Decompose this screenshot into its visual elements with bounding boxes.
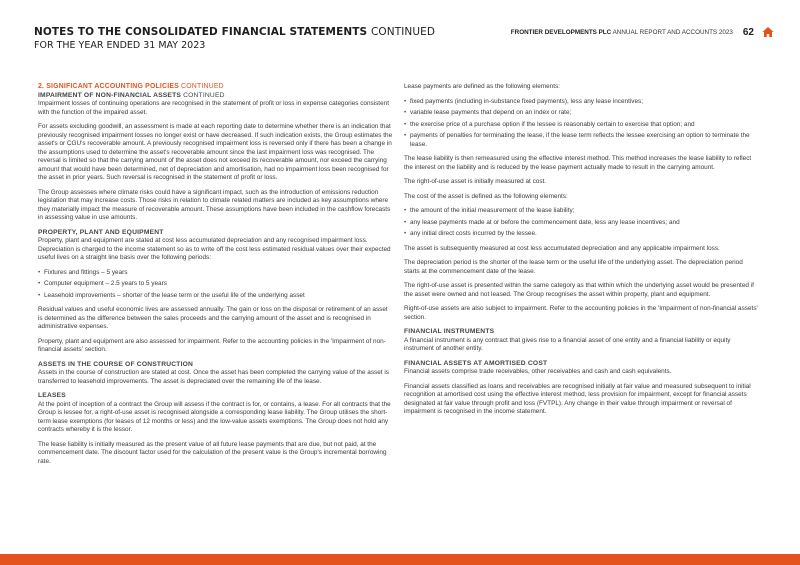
paragraph: A financial instrument is any contract that gives rise to a financial asset of one entity and a financial liability or equity instrument of another entity. bbox=[404, 336, 731, 352]
paragraph: Assets in the course of construction are stated at cost. Once the asset has been completed the carrying value of the asset is transferred to leasehold improvements. The asset is depreciated over the remaining life of the lease. bbox=[38, 369, 389, 385]
paragraph: The right-of-use asset is presented within the same category as that within which the underlying asset would be presented if the asset were owned and not leased. The Group recognises the asset within property, plant and equipment. bbox=[404, 282, 754, 298]
construction-heading: ASSETS IN THE COURSE OF CONSTRUCTION bbox=[38, 360, 194, 368]
page-title: NOTES TO THE CONSOLIDATED FINANCIAL STATEMENTS CONTINUED bbox=[34, 26, 436, 38]
paragraph: The depreciation period is the shorter of the lease term or the useful life of the underlying asset. The depreciation period starts at the commencement date of the lease. bbox=[404, 259, 743, 275]
report-info bbox=[511, 26, 774, 38]
title-continued: CONTINUED bbox=[370, 26, 436, 38]
paragraph: The lease liability is then remeasured using the effective interest method. This method increases the lease liability to reflect the interest on the liability and is reduced by the lease payment actually made to result in the carrying amount. bbox=[404, 155, 752, 171]
paragraph: At the point of inception of a contract the Group will assess if the contract is for, or contains, a lease. For all contracts that the Group is lessee for, a right-of-use asset is recognised alongside a corresponding lease liability. The Group utilises the short-term lease exemptions (for leases of 12 months or less) and the low-value assets exemptions. The Group does not hold any contracts whereby it is the lessor. bbox=[38, 400, 391, 433]
list-item: • variable lease payments that depend on an index or rate; bbox=[404, 109, 760, 118]
financial-assets-heading: FINANCIAL ASSETS AT AMORTISED COST bbox=[404, 359, 548, 367]
list-item: • any lease payments made at or before the commencement date, less any lease incentives; and bbox=[404, 219, 760, 228]
paragraph: For assets excluding goodwill, an assessment is made at each reporting date to determine whether there is an indication that previously recognised impairment losses no longer exist or have decreased. If such indication exists, the Group estimates the asset's or CGU's recoverable amount. A previously recognised impairment loss is reversed only if there has been a change in the assumptions used to determine the asset's recoverable amount since the last impairment loss was recognised. The reversal is limited so that the carrying amount of the asset does not exceed its recoverable amount, nor exceed the carrying amount that would have been determined, net of depreciation and amortisation, had no impairment loss been recognised for the asset in prior years. Such reversal is recognised in the statement of profit or loss. bbox=[38, 123, 393, 181]
paragraph: Residual values and useful economic lives are assessed annually. The gain or loss on the disposal or retirement of an asset is determined as the difference between the sales proceeds and the carrying amount of the asset and is recognised in administrative expenses. bbox=[38, 306, 388, 330]
report-label: ANNUAL REPORT AND ACCOUNTS 2023 bbox=[612, 28, 733, 36]
right-column bbox=[404, 83, 760, 423]
company-name: FRONTIER DEVELOPMENTS PLC bbox=[510, 28, 612, 36]
ppe-list bbox=[38, 269, 393, 301]
section-title: 2. SIGNIFICANT ACCOUNTING POLICIES CONTINUED bbox=[38, 83, 224, 90]
impairment-heading: IMPAIRMENT OF NON-FINANCIAL ASSETS CONTINUED bbox=[38, 91, 225, 99]
paragraph: Right-of-use assets are also subject to impairment. Refer to the accounting policies in the 'Impairment of non-financial assets' section. bbox=[404, 305, 758, 321]
leases-heading: LEASES bbox=[38, 392, 66, 399]
list-item: • the amount of the initial measurement of the lease liability; bbox=[404, 207, 760, 216]
list-item: • any initial direct costs incurred by the lessee. bbox=[404, 230, 760, 239]
page-subtitle: FOR THE YEAR ENDED 31 MAY 2023 bbox=[34, 40, 206, 51]
paragraph: The Group assesses where climate risks could have a significant impact, such as the introduction of emissions reduction legislation that may increase costs. Those risks in relation to climate related matters are included as key assumptions where they materially impact the measure of recoverable amount. These assumptions have been included in the cashflow forecasts in assessing value in use amounts. bbox=[38, 188, 391, 221]
paragraph: Property, plant and equipment are stated at cost less accumulated depreciation and any recognised impairment loss. Depreciation is charged to the income statement so as to write off the cost less estimated residual values over their expected useful lives on a straight line basis over the following periods: bbox=[38, 237, 391, 261]
page-number: 62 bbox=[742, 26, 754, 38]
paragraph: The cost of the asset is defined as the following elements: bbox=[404, 192, 568, 200]
rou-cost-list bbox=[404, 207, 760, 239]
paragraph: The asset is subsequently measured at cost less accumulated depreciation and any applicable impairment loss. bbox=[404, 244, 720, 252]
paragraph: The lease liability is initially measured as the present value of all future lease payments that are due, but not paid, at the commencement date. The discount factor used for the calculation of the present value is the Group's incremental borrowing rate. bbox=[38, 440, 387, 465]
financial-instruments-heading: FINANCIAL INSTRUMENTS bbox=[404, 328, 495, 335]
footer-bar bbox=[0, 554, 800, 565]
page-header bbox=[34, 26, 774, 51]
list-item: • payments of penalties for terminating the lease, if the lease term reflects the lessee exercising an option to terminate the lease. bbox=[404, 132, 760, 149]
ppe-heading: PROPERTY, PLANT AND EQUIPMENT bbox=[38, 228, 164, 236]
left-column bbox=[38, 83, 393, 472]
list-item: • Leasehold improvements – shorter of the lease term or the useful life of the underlying asset bbox=[38, 292, 393, 301]
list-item: • fixed payments (including in-substance fixed payments), less any lease incentives; bbox=[404, 98, 760, 107]
list-item: • the exercise price of a purchase option if the lessee is reasonably certain to exercise that option; and bbox=[404, 121, 760, 130]
paragraph: Impairment losses of continuing operations are recognised in the statement of profit or loss in expense categories consistent with the function of the impaired asset. bbox=[38, 100, 389, 116]
lease-payments-list bbox=[404, 98, 760, 150]
list-item: • Computer equipment – 2.5 years to 5 years bbox=[38, 280, 393, 289]
paragraph: Property, plant and equipment are also assessed for impairment. Refer to the accounting policies in the 'Impairment of non-financial assets' section. bbox=[38, 337, 386, 353]
paragraph: Financial assets comprise trade receivables, other receivables and cash and cash equivalents. bbox=[404, 368, 672, 375]
paragraph: The right-of-use asset is initially measured at cost. bbox=[404, 178, 547, 185]
list-item: • Fixtures and fittings – 5 years bbox=[38, 269, 393, 278]
paragraph: Lease payments are defined as the following elements: bbox=[404, 83, 560, 90]
report-name bbox=[511, 29, 733, 36]
home-icon[interactable] bbox=[762, 26, 774, 38]
paragraph: Financial assets classified as loans and receivables are recognised initially at fair value and measured subsequent to initial recognition at amortised cost using the effective interest method, less provision for impairment, except for financial assets designated at fair value through profit and loss (FVTPL). Any change in their value through impairment or reversal of impairment is recognised in the income statement. bbox=[404, 382, 751, 415]
